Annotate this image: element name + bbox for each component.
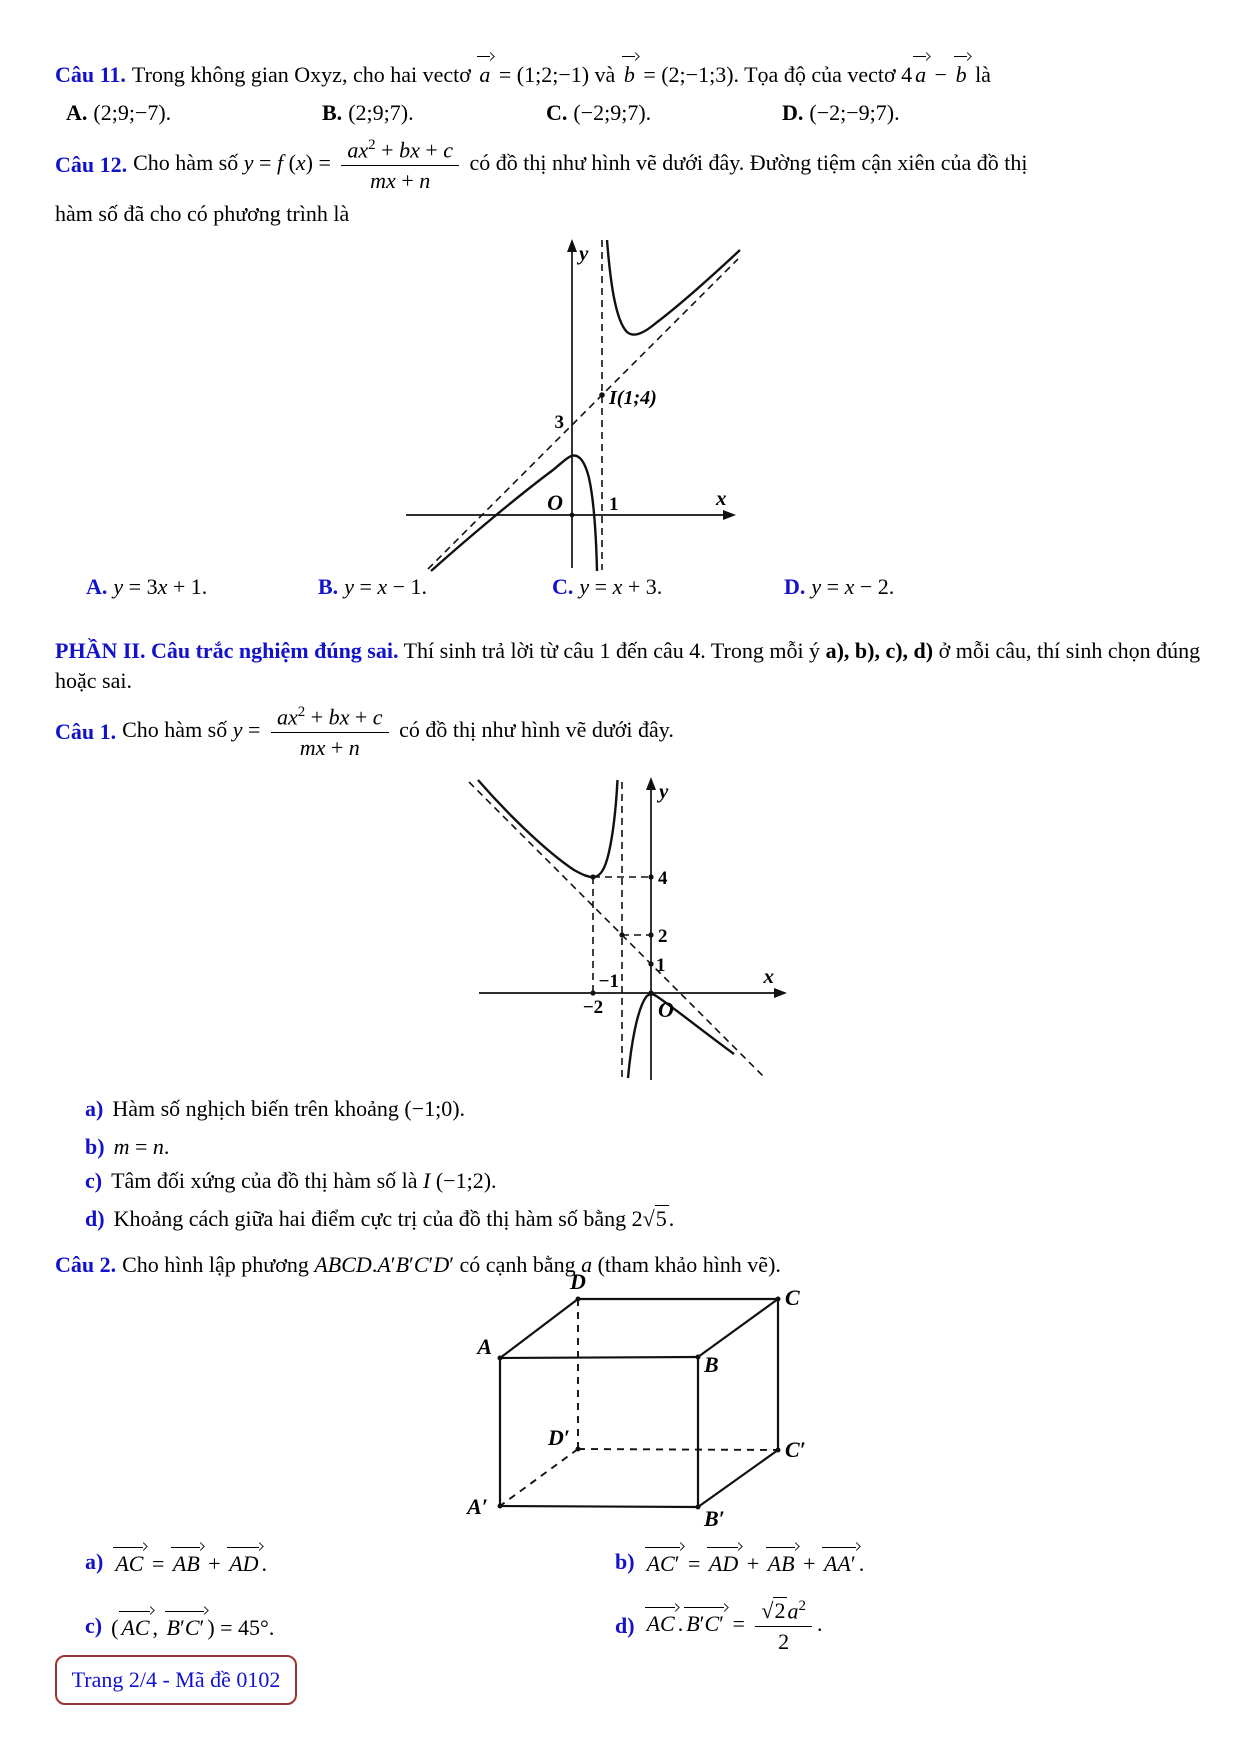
cube-edge-DpAp-hidden (500, 1449, 578, 1506)
cube-label-D: D (570, 1272, 586, 1294)
fig2-origin-label: O (658, 997, 674, 1022)
q12-option-b-text: y = x − 1. (344, 574, 428, 599)
question-11-options (0, 100, 1241, 134)
fig2-origin-dot (648, 990, 653, 995)
cube-label-C: C (785, 1285, 800, 1310)
fig2-xm2-dot (590, 990, 595, 995)
q11-option-c (546, 100, 651, 126)
q11-option-d-text: (−2;−9;7). (809, 100, 900, 125)
figure-cube (430, 1272, 810, 1542)
q12-option-b (318, 574, 427, 600)
fig2-curve-upper-branch (478, 780, 618, 877)
part2-question-1 (55, 700, 1205, 764)
cube-vertex-Dp (576, 1447, 581, 1452)
c1-statement-d-label: d) (85, 1206, 105, 1231)
fig1-center-dot (599, 392, 605, 398)
fig1-origin-dot (570, 513, 575, 518)
c2-statement-b (615, 1542, 864, 1582)
q12-option-a-text: y = 3x + 1. (113, 574, 208, 599)
q12-option-d (784, 574, 894, 600)
q12-option-a-label: A. (86, 574, 108, 599)
c2-statement-c (85, 1598, 274, 1654)
cube-edge-DA (500, 1299, 578, 1358)
cube-edge-BC (698, 1299, 778, 1357)
c2-statement-b-label: b) (615, 1549, 635, 1574)
fig2-oblique-asymptote (469, 782, 764, 1077)
fig2-y-axis-label: y (659, 779, 669, 803)
q11-option-b-text: (2;9;7). (348, 100, 414, 125)
cube-vertex-C (776, 1297, 781, 1302)
c2-statement-a (85, 1542, 267, 1582)
c2-statement-a-text: AC = AB + AD . (112, 1548, 267, 1577)
part2-question-2 (55, 1250, 1205, 1280)
cube-vertex-A (498, 1356, 503, 1361)
q11-option-c-label: C. (546, 100, 568, 125)
fig1-curve-lower-branch (431, 456, 597, 572)
question-12-text1: Cho hàm số y = f (x) = $\frac{ax^2 + bx + c}{mx + n}$ có đồ thị như hình vẽ dưới đây. Đường tiệm cận xiên của đồ thị (133, 137, 1028, 193)
cube-vertex-Cp (776, 1448, 781, 1453)
cube-label-Dp: D′ (547, 1425, 570, 1450)
c2-statement-d (615, 1598, 822, 1654)
question-12-options (0, 574, 1241, 608)
q12-option-a (86, 574, 207, 600)
fig2-tick-2: 2 (658, 926, 668, 947)
fig1-curve-upper-branch (607, 240, 740, 335)
fig2-tick-4: 4 (658, 868, 668, 889)
cube-label-Bp: B′ (704, 1506, 725, 1531)
fig2-y-arrow (646, 777, 656, 790)
footer-page-box (55, 1655, 297, 1705)
question-12-label: Câu 12. (55, 152, 128, 177)
part2-q1-label: Câu 1. (55, 719, 117, 744)
c2-statement-c-text: ( AC , B′C′ ) = 45°. (111, 1612, 274, 1641)
fig1-tick-1: 1 (609, 494, 619, 515)
c2-statement-a-label: a) (85, 1549, 104, 1574)
cube-label-Cp: C′ (785, 1437, 806, 1462)
fig1-x-arrow (723, 510, 736, 520)
cube-label-A: A (477, 1334, 492, 1359)
cube-label-B: B (704, 1352, 719, 1377)
q11-option-c-text: (−2;9;7). (573, 100, 652, 125)
question-12-line1 (55, 133, 1205, 197)
q12-option-d-label: D. (784, 574, 806, 599)
fig2-tick-minus2: −2 (582, 997, 604, 1018)
c2-statement-c-label: c) (85, 1613, 103, 1638)
fig1-tick-3: 3 (554, 412, 564, 433)
part2-q2-label: Câu 2. (55, 1252, 117, 1277)
fig2-curve-lower-branch (628, 994, 734, 1078)
c1-statement-d (85, 1206, 674, 1232)
fig1-x-axis-label: x (716, 486, 727, 510)
q11-option-a-label: A. (66, 100, 88, 125)
c1-statement-b-label: b) (85, 1134, 105, 1159)
fig2-center-dot (619, 932, 624, 937)
part2-heading (55, 636, 1205, 696)
fig1-y-axis-label: y (579, 241, 589, 265)
c1-statement-c-text: Tâm đối xứng của đồ thị hàm số là I (−1;2). (111, 1168, 497, 1193)
question-11-text: Trong không gian Oxyz, cho hai vectơ a = (1;2;−1) và b = (2;−1;3). Tọa độ của vectơ 4 a − b là (132, 62, 991, 87)
part2-description: Thí sinh trả lời từ câu 1 đến câu 4. Trong mỗi ý a), b), c), d) ở mỗi câu, thí sinh chọn đúng hoặc sai. (55, 638, 1201, 693)
cube-edge-ApBp (500, 1506, 698, 1507)
c1-statement-a (85, 1096, 465, 1122)
cube-vertex-Bp (696, 1505, 701, 1510)
part2-title: PHẦN II. Câu trắc nghiệm đúng sai. (55, 638, 399, 663)
figure-cau12-graph (398, 230, 743, 575)
q12-option-d-text: y = x − 2. (811, 574, 895, 599)
fig1-y-arrow (567, 239, 577, 252)
question-11 (55, 57, 1205, 90)
c2-statement-d-label: d) (615, 1613, 635, 1638)
c1-statement-d-text: Khoảng cách giữa hai điểm cực trị của đồ thị hàm số bằng 2√5. (113, 1206, 675, 1231)
c1-statement-c (85, 1168, 497, 1194)
cube-edge-DpCp-hidden (578, 1449, 778, 1450)
fig2-y2-dot (648, 932, 653, 937)
c1-statement-a-label: a) (85, 1096, 104, 1121)
c1-statement-b (85, 1134, 169, 1160)
fig2-y4-dot (648, 874, 653, 879)
q11-option-d (782, 100, 900, 126)
q11-option-b-label: B. (322, 100, 343, 125)
q11-option-d-label: D. (782, 100, 804, 125)
fig2-x-arrow (774, 988, 787, 998)
fig2-y1-dot (648, 961, 653, 966)
question-11-label: Câu 11. (55, 62, 126, 87)
fig2-x-axis-label: x (763, 964, 774, 988)
question-12-text2: hàm số đã cho có phương trình là (55, 201, 350, 226)
fig1-oblique-asymptote (428, 259, 738, 569)
q12-option-c-text: y = x + 3. (579, 574, 663, 599)
c1-statement-c-label: c) (85, 1168, 103, 1193)
question-12-line2 (55, 199, 1205, 229)
cube-vertex-D (576, 1297, 581, 1302)
part2-q1-text: Cho hàm số y = $\frac{ax^2 + bx + c}{mx + n}$ có đồ thị như hình vẽ dưới đây. (122, 704, 674, 760)
q12-option-c (552, 574, 662, 600)
fig2-tick-minus1: −1 (598, 971, 619, 992)
cube-vertex-B (696, 1355, 701, 1360)
c2-statement-d-text: AC . B′C′ = $\frac{√2a^2}{2}$ . (644, 1598, 823, 1654)
q11-option-a (66, 100, 171, 126)
c1-statement-a-text: Hàm số nghịch biến trên khoảng (−1;0). (112, 1096, 466, 1121)
fig2-min-point-dot (590, 874, 595, 879)
footer-page-text: Trang 2/4 - Mã đề 0102 (71, 1667, 281, 1692)
part2-q2-text: Cho hình lập phương ABCD.A′B′C′D′ có cạnh bằng a (tham khảo hình vẽ). (122, 1252, 781, 1277)
cube-edge-BpCp (698, 1450, 778, 1507)
fig2-tick-1: 1 (656, 955, 666, 976)
q11-option-a-text: (2;9;−7). (93, 100, 172, 125)
q11-option-b (322, 100, 414, 126)
q12-option-c-label: C. (552, 574, 574, 599)
c1-statement-b-text: m = n. (113, 1134, 170, 1159)
cube-label-Ap: A′ (467, 1494, 488, 1519)
c2-statement-b-text: AC′ = AD + AB + AA′ . (644, 1548, 865, 1577)
figure-cau1-graph (424, 770, 792, 1085)
q12-option-b-label: B. (318, 574, 339, 599)
fig1-point-label: I(1;4) (609, 387, 657, 409)
cube-edge-AB (500, 1357, 698, 1358)
fig1-origin-label: O (547, 490, 563, 515)
cube-vertex-Ap (498, 1504, 503, 1509)
